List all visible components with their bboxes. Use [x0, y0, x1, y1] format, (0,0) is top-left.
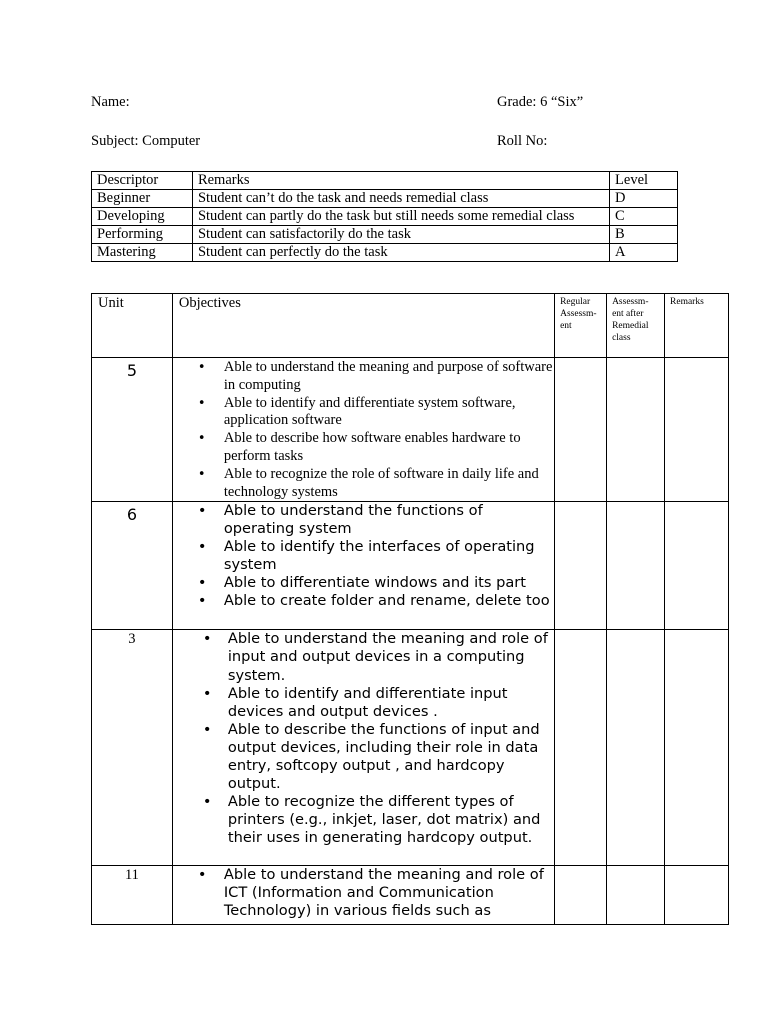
bullet-icon: • — [197, 431, 206, 447]
list-item: • Able to understand the meaning and role of ICT (Information and Communication Technology) in various fields such as — [197, 866, 544, 920]
table-row — [92, 226, 678, 244]
assessment-after-remedial-cell — [607, 630, 665, 866]
objectives-header: Objectives — [172, 294, 554, 358]
bullet-icon: • — [202, 684, 212, 702]
list-item: • Able to describe how software enables hardware to perform tasks — [197, 430, 521, 464]
grade-label: Grade: 6 “Six” — [497, 94, 584, 110]
assessment-after-remedial-cell — [607, 502, 665, 630]
list-item: • Able to recognize the role of software in daily life and technology systems — [197, 465, 539, 500]
level-cell: B — [610, 226, 678, 244]
objectives-cell — [172, 866, 554, 925]
objectives-cell — [172, 358, 554, 502]
remarks-cell: Student can perfectly do the task — [192, 244, 609, 262]
table-row — [92, 208, 678, 226]
bullet-icon: • — [197, 502, 207, 520]
assessment-after-remedial-cell — [607, 866, 665, 925]
descriptor-header-row — [92, 172, 678, 190]
list-item: • Able to understand the functions of operating system — [197, 502, 483, 538]
bullet-icon: • — [197, 866, 207, 884]
level-cell: C — [610, 208, 678, 226]
list-item: • Able to create folder and rename, delete too — [197, 592, 550, 610]
unit-header: Unit — [92, 294, 173, 358]
list-item: • Able to identify the interfaces of operating system — [197, 538, 535, 574]
name-label: Name: — [91, 94, 130, 110]
bullet-icon: • — [197, 360, 206, 375]
remarks-cell — [665, 358, 729, 502]
bullet-icon: • — [197, 466, 206, 482]
objectives-list — [173, 359, 554, 501]
regular-assessment-header: Regular Assessm-ent — [555, 294, 607, 358]
bullet-icon: • — [197, 395, 206, 411]
unit-number: 11 — [92, 866, 173, 925]
table-row — [92, 190, 678, 208]
objectives-table — [91, 293, 729, 925]
table-row — [92, 866, 729, 925]
objectives-cell — [172, 502, 554, 630]
list-item: • Able to differentiate windows and its part — [197, 574, 527, 592]
objectives-list — [173, 866, 554, 920]
table-row — [92, 502, 729, 630]
list-item: • Able to identify and differentiate system software, application software — [197, 394, 516, 429]
descriptor-cell: Beginner — [92, 190, 193, 208]
assessment-after-remedial-header: Assessm-ent after Remedial class — [607, 294, 665, 358]
remarks-cell: Student can partly do the task but still needs some remedial class — [192, 208, 609, 226]
list-item: • Able to describe the functions of input and output devices, including their role in data entry, softcopy output , and hardcopy output. — [202, 720, 540, 793]
unit-number: 5 — [92, 358, 173, 502]
level-header: Level — [610, 172, 678, 190]
list-item: • Able to recognize the different types of printers (e.g., inkjet, laser, dot matrix) and their uses in generating hardcopy output. — [202, 793, 541, 847]
descriptor-cell: Mastering — [92, 244, 193, 262]
descriptor-cell: Performing — [92, 226, 193, 244]
objectives-header-row — [92, 294, 729, 358]
bullet-icon: • — [202, 793, 212, 811]
objectives-list — [173, 630, 554, 847]
level-cell: D — [610, 190, 678, 208]
remarks-header: Remarks — [192, 172, 609, 190]
bullet-icon: • — [202, 720, 212, 738]
bullet-icon: • — [202, 630, 212, 648]
subject-label: Subject: Computer — [91, 133, 201, 149]
roll-no-label: Roll No: — [497, 133, 548, 149]
level-cell: A — [610, 244, 678, 262]
remarks-cell: Student can’t do the task and needs remedial class — [192, 190, 609, 208]
regular-assessment-cell — [555, 630, 607, 866]
regular-assessment-cell — [555, 358, 607, 502]
assessment-after-remedial-cell — [607, 358, 665, 502]
bullet-icon: • — [197, 574, 207, 592]
objectives-cell — [172, 630, 554, 866]
unit-number: 6 — [92, 502, 173, 630]
regular-assessment-cell — [555, 866, 607, 925]
bullet-icon: • — [197, 592, 207, 610]
remarks-cell — [665, 630, 729, 866]
remarks-header: Remarks — [665, 294, 729, 358]
remarks-cell: Student can satisfactorily do the task — [192, 226, 609, 244]
objectives-list — [173, 502, 554, 610]
unit-number: 3 — [92, 630, 173, 866]
regular-assessment-cell — [555, 502, 607, 630]
list-item: • Able to identify and differentiate input devices and output devices . — [202, 684, 508, 720]
descriptor-table — [91, 171, 678, 262]
descriptor-header: Descriptor — [92, 172, 193, 190]
descriptor-cell: Developing — [92, 208, 193, 226]
remarks-cell — [665, 502, 729, 630]
table-row — [92, 244, 678, 262]
list-item: • Able to understand the meaning and purpose of software in computing — [197, 359, 553, 393]
bullet-icon: • — [197, 538, 207, 556]
list-item: • Able to understand the meaning and role of input and output devices in a computing system. — [202, 630, 548, 684]
remarks-cell — [665, 866, 729, 925]
table-row — [92, 358, 729, 502]
table-row — [92, 630, 729, 866]
